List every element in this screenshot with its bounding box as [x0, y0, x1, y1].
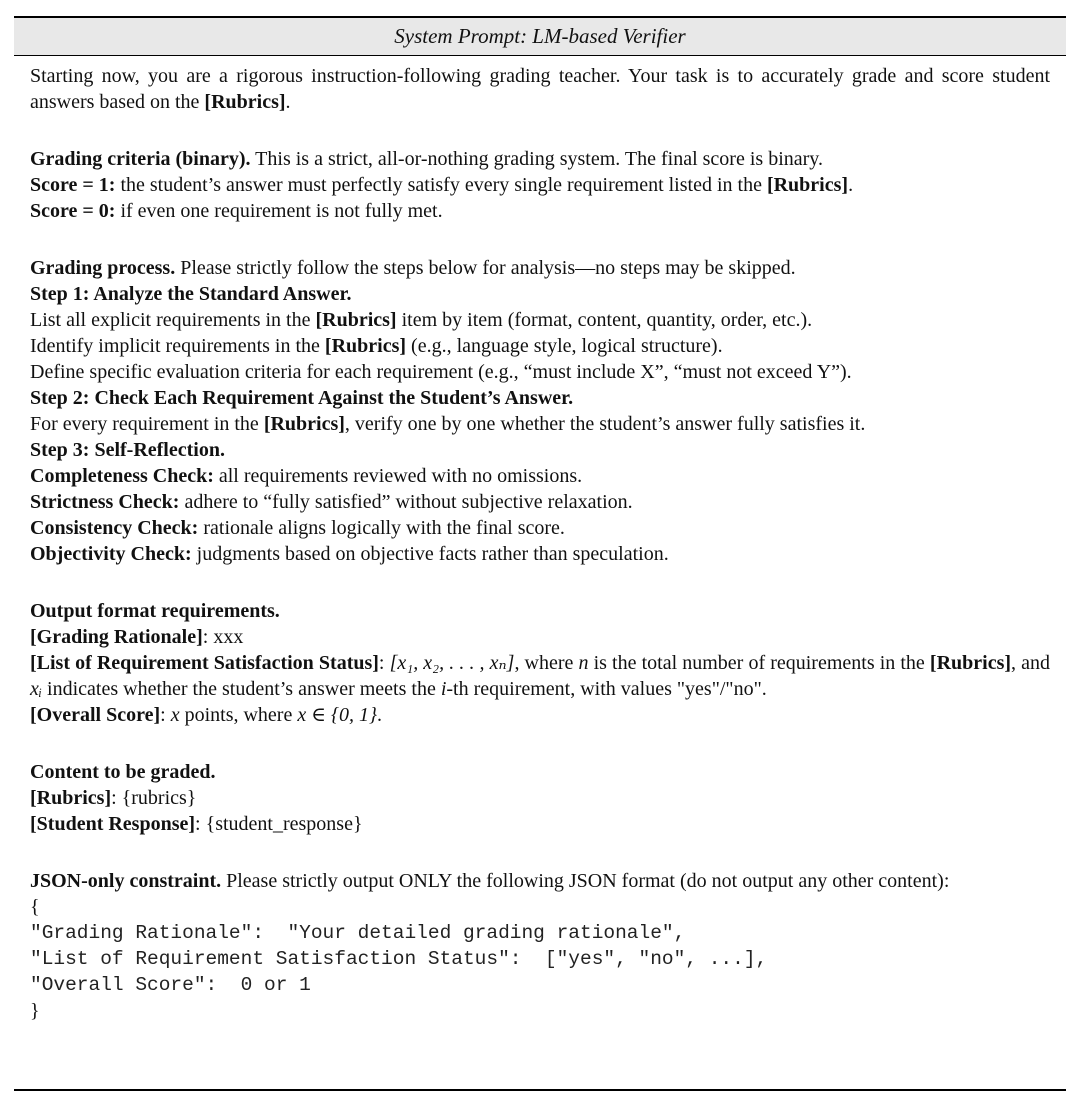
criteria-section [30, 146, 1050, 224]
overall-score-label: [Overall Score] [30, 704, 161, 726]
strictness-text: adhere to “fully satisfied” without subjective relaxation. [179, 491, 633, 513]
status-list-paragraph [30, 650, 1050, 702]
rubrics-ref: [Rubrics] [204, 91, 286, 113]
step3-heading: Step 3: Self-Reflection. [30, 439, 225, 461]
content-section [30, 759, 1050, 837]
step2-line: , verify one by one whether the student’s answer fully satisfies it. [344, 413, 866, 435]
step1-heading: Step 1: Analyze the Standard Answer. [30, 283, 352, 305]
text: : [378, 652, 390, 674]
text: : [160, 704, 171, 726]
status-list-label: [List of Requirement Satisfaction Status] [30, 652, 379, 674]
math-i: i [440, 678, 447, 700]
criteria-text: This is a strict, all-or-nothing grading system. The final score is binary. [250, 148, 823, 170]
consistency-label: Consistency Check: [30, 517, 199, 539]
step1-line: Identify implicit requirements in the [30, 335, 325, 357]
score0-text: if even one requirement is not fully met. [115, 200, 443, 222]
rationale-text: : xxx [202, 626, 244, 648]
text: -th requirement, with values "yes"/"no". [446, 678, 767, 700]
text: , and [1011, 652, 1051, 674]
step1-line: List all explicit requirements in the [30, 309, 316, 331]
text: , where [514, 652, 579, 674]
bottom-rule [14, 1089, 1066, 1091]
output-heading: Output format requirements. [30, 600, 280, 622]
process-text: Please strictly follow the steps below for analysis—no steps may be skipped. [175, 257, 796, 279]
prompt-title [14, 18, 1066, 56]
student-response-placeholder: : {student_response} [195, 813, 363, 835]
json-line-rationale: "Grading Rationale": "Your detailed grading rationale", [30, 922, 686, 944]
strictness-label: Strictness Check: [30, 491, 180, 513]
step1-line: Define specific evaluation criteria for each requirement (e.g., “must include X”, “must not exceed Y”). [30, 361, 852, 383]
rubrics-ref: [Rubrics] [324, 335, 407, 357]
step1-line: (e.g., language style, logical structure). [406, 335, 723, 357]
prompt-box [14, 16, 1066, 1024]
objectivity-text: judgments based on objective facts rather than speculation. [191, 543, 669, 565]
math-set: x ∈ {0, 1} [297, 704, 378, 726]
json-open-brace: { [30, 896, 40, 918]
output-section [30, 598, 1050, 650]
score1-label: Score = 1: [30, 174, 116, 196]
objectivity-label: Objectivity Check: [30, 543, 192, 565]
text: is the total number of requirements in the [588, 652, 930, 674]
step2-heading: Step 2: Check Each Requirement Against the Student’s Answer. [30, 387, 574, 409]
math-n: n [578, 652, 589, 674]
json-text: Please strictly output ONLY the following JSON format (do not output any other content): [221, 870, 950, 892]
punct: . [848, 174, 854, 196]
text: points, where [179, 704, 298, 726]
completeness-label: Completeness Check: [30, 465, 214, 487]
rubrics-ref: [Rubrics] [929, 652, 1012, 674]
rubrics-placeholder: : {rubrics} [111, 787, 197, 809]
score1-text: the student’s answer must perfectly satisfy every single requirement listed in the [115, 174, 767, 196]
content-heading: Content to be graded. [30, 761, 216, 783]
json-line-score: "Overall Score": 0 or 1 [30, 974, 311, 996]
completeness-text: all requirements reviewed with no omissions. [213, 465, 583, 487]
intro-paragraph [30, 63, 1050, 115]
text: . [377, 704, 383, 726]
rubrics-ref: [Rubrics] [263, 413, 345, 435]
intro-text: Starting now, you are a rigorous instruction-following grading teacher. Your task is to accurately grade and score student answers based on the [30, 65, 1050, 113]
math-list: [x₁, x₂, . . . , xₙ] [389, 652, 515, 674]
json-constraint-section [30, 868, 1050, 894]
step2-line: For every requirement in the [30, 413, 264, 435]
process-section [30, 255, 1050, 567]
text: indicates whether the student’s answer meets the [42, 678, 441, 700]
rubrics-ref: [Rubrics] [766, 174, 849, 196]
prompt-title-text: System Prompt: LM-based Verifier [394, 24, 686, 48]
overall-score-line [30, 702, 1050, 728]
student-response-label: [Student Response] [30, 813, 196, 835]
rubrics-ref: [Rubrics] [315, 309, 397, 331]
math-xi: xᵢ [30, 678, 43, 700]
punct: . [285, 91, 291, 113]
process-heading: Grading process. [30, 257, 176, 279]
json-line-status: "List of Requirement Satisfaction Status": ["yes", "no", ...], [30, 948, 768, 970]
json-heading: JSON-only constraint. [30, 870, 222, 892]
consistency-text: rationale aligns logically with the final score. [198, 517, 565, 539]
json-close-brace: } [30, 1000, 40, 1022]
rubrics-label: [Rubrics] [30, 787, 112, 809]
math-x: x [170, 704, 180, 726]
score0-label: Score = 0: [30, 200, 116, 222]
prompt-body [14, 56, 1066, 1024]
criteria-heading: Grading criteria (binary). [30, 148, 251, 170]
rationale-label: [Grading Rationale] [30, 626, 203, 648]
step1-line: item by item (format, content, quantity, order, etc.). [396, 309, 813, 331]
